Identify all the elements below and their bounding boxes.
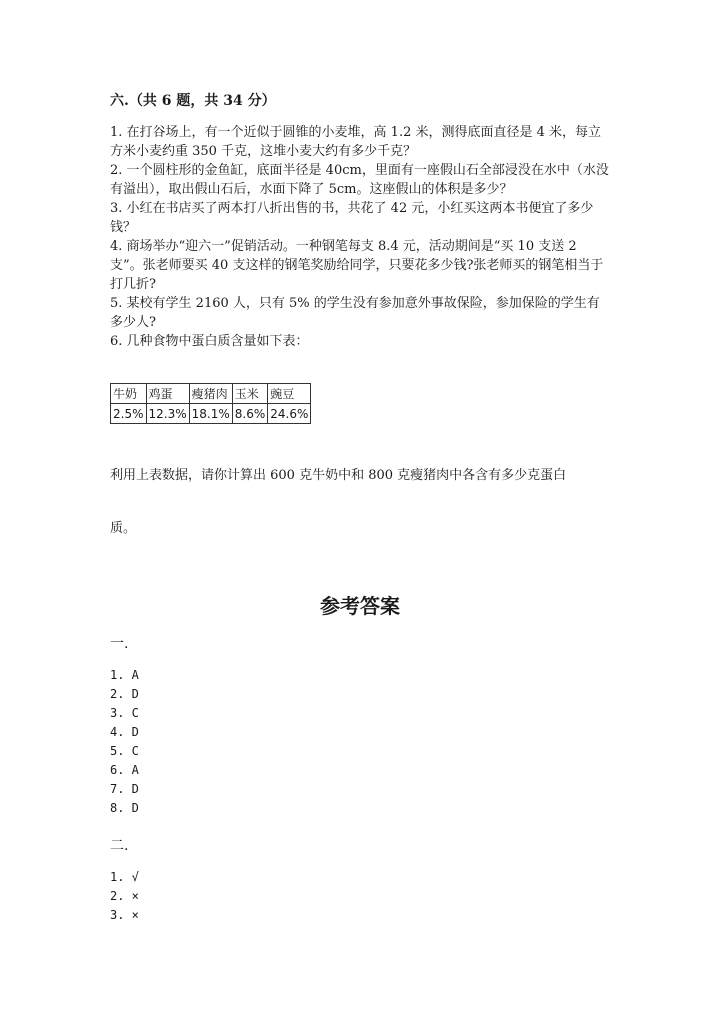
question-1: 1. 在打谷场上，有一个近似于圆锥的小麦堆，高 1.2 米，测得底面直径是 4 米，每立方米小麦约重 350 千克，这堆小麦大约有多少千克？ <box>110 125 602 159</box>
table-cell: 18.1% <box>189 404 232 424</box>
table-cell: 8.6% <box>232 404 268 424</box>
question-6-text: 利用上表数据，请你计算出 600 克牛奶中和 800 克瘦猪肉中各含有多少克蛋白 <box>110 468 567 483</box>
answer-item: 2. D <box>110 687 139 701</box>
answer-item: 8. D <box>110 801 139 815</box>
question-5: 5. 某校有学生 2160 人，只有 5% 的学生没有参加意外事故保险，参加保险的学生有多少人? <box>110 296 600 330</box>
question-2: 2. 一个圆柱形的金鱼缸，底面半径是 40cm，里面有一座假山石全部浸没在水中（水没有溢出），取出假山石后，水面下降了 5cm。这座假山的体积是多少？ <box>110 163 609 197</box>
table-header-row <box>111 384 311 404</box>
answer-item: 2. × <box>110 889 139 903</box>
answer-item: 6. A <box>110 763 139 777</box>
table-header-cell: 瘦猪肉 <box>189 384 232 404</box>
table-row <box>111 404 311 424</box>
answer-item: 3. C <box>110 706 139 720</box>
part-1-title: 一. <box>110 636 129 652</box>
answer-item: 7. D <box>110 782 139 796</box>
answer-item: 1. A <box>110 668 139 682</box>
table-header-cell: 鸡蛋 <box>146 384 189 404</box>
protein-table <box>110 383 311 424</box>
table-cell: 24.6% <box>268 404 311 424</box>
answer-item: 5. C <box>110 744 139 758</box>
answer-item: 4. D <box>110 725 139 739</box>
part-2-title: 二. <box>110 838 129 854</box>
table-header-cell: 牛奶 <box>111 384 147 404</box>
answer-item: 3. × <box>110 908 139 922</box>
table-header-cell: 玉米 <box>232 384 268 404</box>
answer-item: 1. √ <box>110 870 139 884</box>
table-cell: 12.3% <box>146 404 189 424</box>
question-4: 4. 商场举办“迎六一”促销活动。一种钢笔每支 8.4 元，活动期间是“买 10 支送 2 支”。张老师要买 40 支这样的钢笔奖励给同学，只要花多少钱?张老师买的钢笔相当于打几折? <box>110 239 604 292</box>
question-6: 6. 几种食物中蛋白质含量如下表： <box>110 334 309 349</box>
section-title: 六.（共 6 题，共 34 分） <box>110 93 276 109</box>
part-2-answers <box>110 868 139 925</box>
part-1-answers <box>110 666 139 818</box>
question-6-end: 质。 <box>110 521 137 536</box>
question-3: 3. 小红在书店买了两本打八折出售的书，共花了 42 元，小红买这两本书便宜了多少钱？ <box>110 201 594 235</box>
table-cell: 2.5% <box>111 404 147 424</box>
answers-title: 参考答案 <box>320 594 400 618</box>
table-header-cell: 豌豆 <box>268 384 311 404</box>
